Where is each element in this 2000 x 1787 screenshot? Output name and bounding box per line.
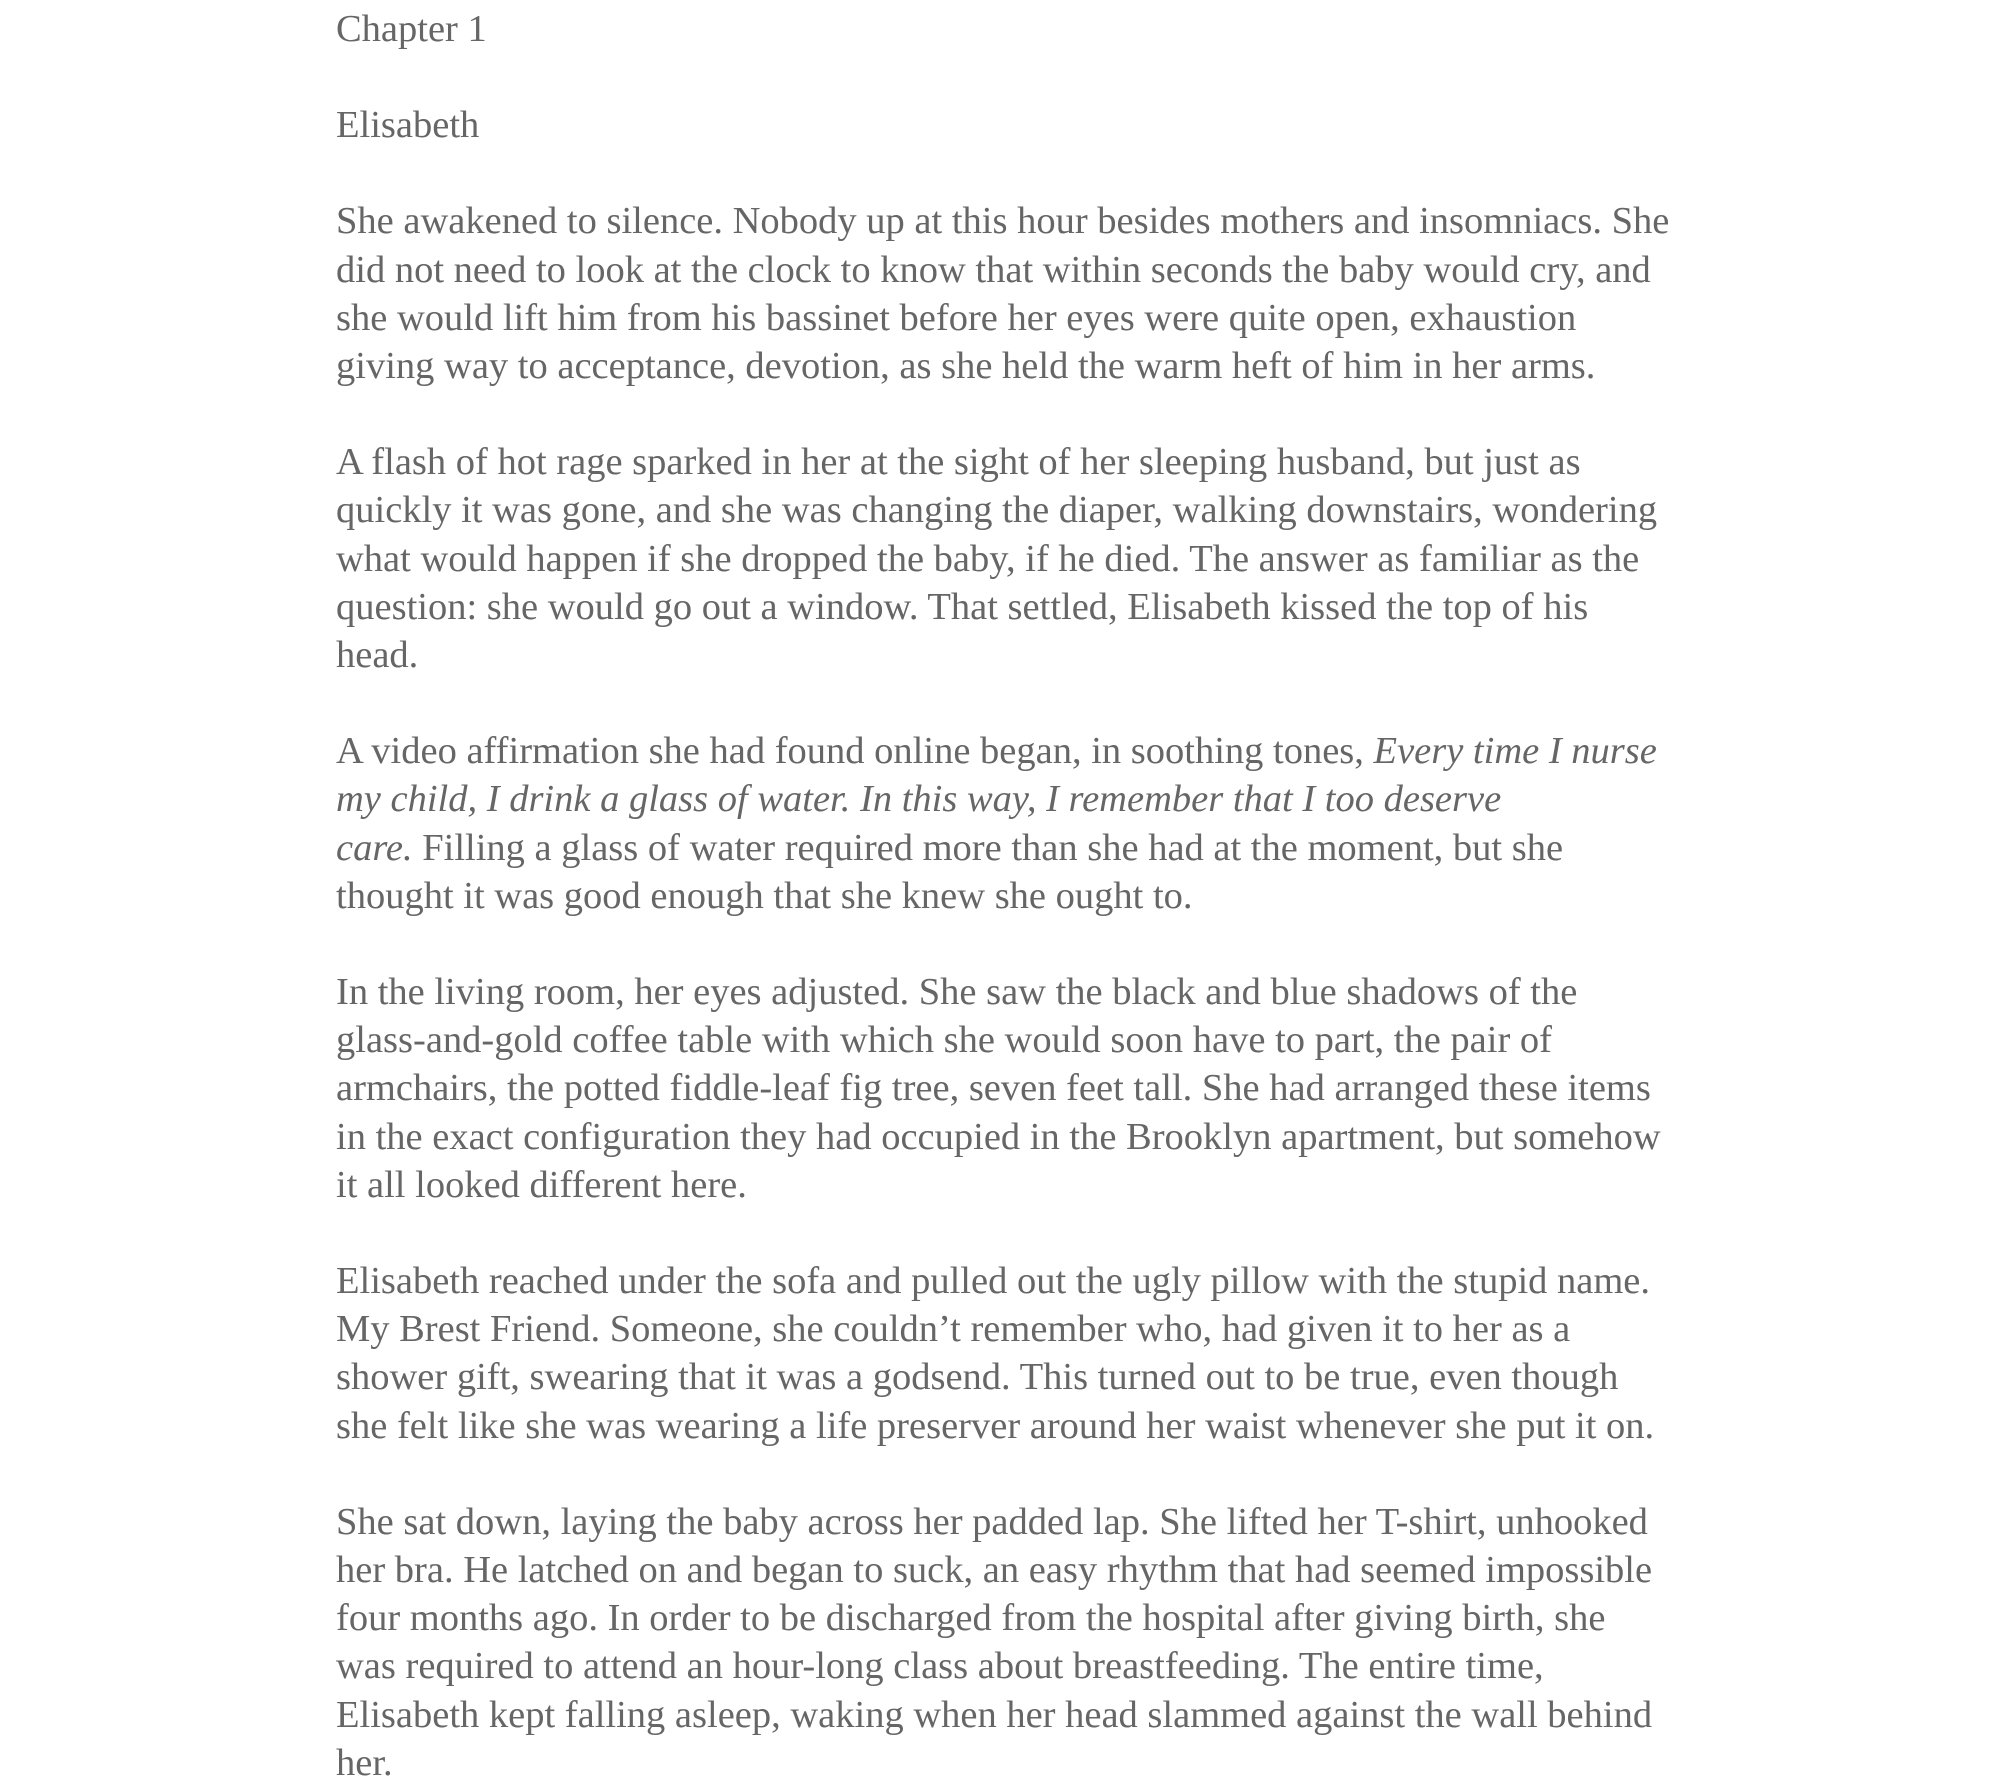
text-line (336, 775, 1696, 823)
paragraph-gap (336, 1450, 1696, 1498)
text-line: She sat down, laying the baby across her padded lap. She lifted her T-shirt, unhooked (336, 1500, 1648, 1543)
paragraph-2 (336, 438, 1696, 679)
paragraph-1 (336, 197, 1696, 390)
text-run: A video affirmation she had found online began, in soothing tones, (336, 730, 1374, 773)
text-line: head. (336, 634, 419, 677)
text-line: A flash of hot rage sparked in her at the sight of her sleeping husband, but just as (336, 441, 1581, 484)
paragraph-6 (336, 1498, 1696, 1787)
text-line: was required to attend an hour-long class about breastfeeding. The entire time, (336, 1645, 1544, 1688)
text-line: what would happen if she dropped the baby, if he died. The answer as familiar as the (336, 537, 1640, 580)
text-line: it all looked different here. (336, 1163, 747, 1206)
text-line: four months ago. In order to be discharged from the hospital after giving birth, she (336, 1597, 1606, 1640)
paragraph-5 (336, 1257, 1696, 1450)
text-line: Elisabeth reached under the sofa and pulled out the ugly pillow with the stupid name. (336, 1260, 1651, 1303)
text-line: armchairs, the potted fiddle-leaf fig tree, seven feet tall. She had arranged these items (336, 1067, 1651, 1110)
italic-text-run: my child, I drink a glass of water. In this way, I remember that I too deserve (336, 778, 1502, 821)
section-title-text: Elisabeth (336, 104, 480, 147)
paragraph-gap (336, 1209, 1696, 1257)
text-line (336, 727, 1696, 775)
text-line: did not need to look at the clock to know that within seconds the baby would cry, and (336, 248, 1651, 291)
text-line (336, 824, 1696, 872)
text-line: in the exact configuration they had occupied in the Brooklyn apartment, but somehow (336, 1115, 1661, 1158)
text-line: giving way to acceptance, devotion, as she held the warm heft of him in her arms. (336, 345, 1596, 388)
text-line: In the living room, her eyes adjusted. She saw the black and blue shadows of the (336, 971, 1578, 1014)
text-run: Filling a glass of water required more than she had at the moment, but she (412, 826, 1564, 869)
paragraph-gap (336, 149, 1696, 197)
text-line: shower gift, swearing that it was a godsend. This turned out to be true, even though (336, 1356, 1619, 1399)
text-line: My Brest Friend. Someone, she couldn’t remember who, had given it to her as a (336, 1308, 1571, 1351)
text-line: question: she would go out a window. That settled, Elisabeth kissed the top of his (336, 585, 1589, 628)
chapter-title-text: Chapter 1 (336, 8, 487, 50)
paragraph-gap (336, 920, 1696, 968)
text-line: she felt like she was wearing a life preserver around her waist whenever she put it on. (336, 1404, 1655, 1447)
text-line: quickly it was gone, and she was changing the diaper, walking downstairs, wondering (336, 489, 1658, 532)
paragraph-gap (336, 679, 1696, 727)
text-line: She awakened to silence. Nobody up at this hour besides mothers and insomniacs. She (336, 200, 1670, 243)
document-page (336, 0, 1696, 1787)
section-title (336, 101, 1696, 149)
italic-text-run: care. (336, 826, 413, 869)
text-line: glass-and-gold coffee table with which she would soon have to part, the pair of (336, 1019, 1552, 1062)
text-line: Elisabeth kept falling asleep, waking when her head slammed against the wall behind (336, 1693, 1653, 1736)
paragraph-gap (336, 53, 1696, 101)
paragraph-gap (336, 390, 1696, 438)
paragraph-4 (336, 968, 1696, 1209)
italic-text-run: Every time I nurse (1373, 730, 1657, 773)
text-line: her. (336, 1741, 393, 1784)
chapter-title (336, 5, 1696, 53)
paragraph-3 (336, 727, 1696, 920)
text-line: thought it was good enough that she knew she ought to. (336, 874, 1193, 917)
text-line: she would lift him from his bassinet before her eyes were quite open, exhaustion (336, 296, 1577, 339)
text-line: her bra. He latched on and began to suck, an easy rhythm that had seemed impossible (336, 1549, 1653, 1592)
